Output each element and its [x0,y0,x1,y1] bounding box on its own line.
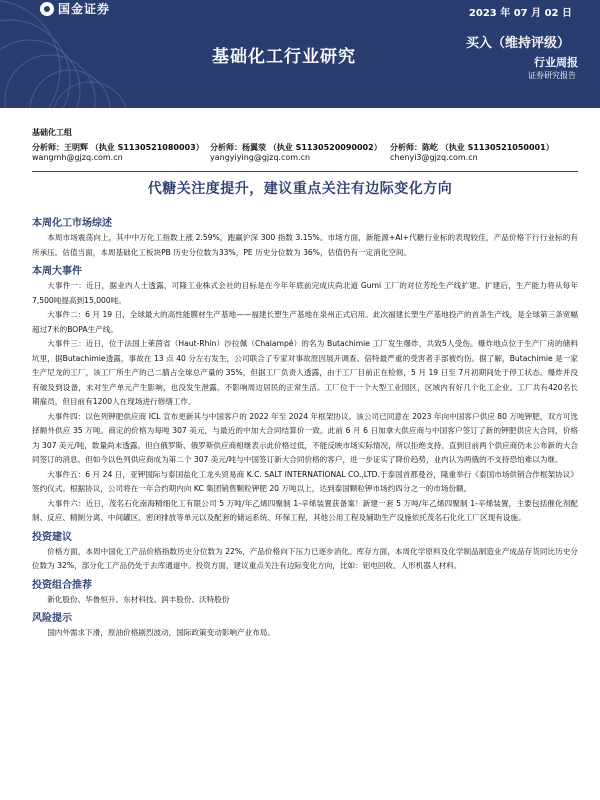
analyst-2-email[interactable]: yangyiying@gjzq.com.cn [210,153,311,162]
analyst-1: 分析师：王明辉 （执业 S1130521080003） [32,143,204,152]
rating-label: 买入（维持评级） [465,36,570,51]
event-paragraph: 大事件六：近日，茂名石化南海精细化工有限公司 5 万吨/年乙烯四聚制 1-辛烯装置获备案！新建一套 5 万吨/年乙烯四聚制 1-辛烯装置，主要包括催化剂配制、反应、精制分离、中间罐区、密闭排放等单元以及配套的储运系统、环保工程，其他公用工程及辅助生产设施依托茂名石化化工厂区现有设施。 [32,498,578,522]
analyst-3: 分析师：陈屹 （执业 S1130521050001） [390,143,554,152]
email-row [32,153,582,164]
analyst-3-email[interactable]: chenyi3@gjzq.com.cn [390,153,478,162]
section-title-market: 本周化工市场综述 [32,218,112,229]
report-type: 行业周报 [534,56,578,69]
risk-paragraph: 国内外需求下滑，原油价格剧烈波动，国际政策变动影响产业布局。 [47,628,275,637]
section-title-portfolio: 投资组合推荐 [32,579,92,591]
analyst-block [32,127,582,164]
header-divider [32,171,578,172]
market-paragraph: 本周市场震荡向上，其中中万化工指数上涨 2.59%，跑赢沪深 300 指数 3.15%。市场方面，新能源+AI+代糖行业标的表现较佳，产品价格下行行业标的有所承压。估值当面，本周基础化工板块PB 历史分位数为33%，PE 历史分位数为 36%，估值仍有一定消化空间。 [32,233,578,257]
analyst-group: 基础化工组 [32,128,72,137]
logo-icon [40,2,54,16]
event-paragraph: 大事件五：6 月 24 日，亚钾国际与泰国盐化工龙头贸易商 K.C. SALT INTERNATIONAL CO.,LTD.于泰国首都曼谷，隆重举行《泰国市场供销合作框架协议》签约仪式。根据协议，公司将在一年合约期内向 KC 集团销售颗粒钾肥 20 万吨以上，达到泰国颗粒钾市场约四分之一的市场份额。 [32,469,578,493]
event-paragraph: 大事件二：6 月 19 日，全球最大的高性能膜材生产基地——福建长塑生产基地在泉州正式启用。此次福建长塑生产基地投产的首条生产线，是全球第三条宽幅超过7米的BOPA生产线。 [32,310,578,334]
logo-text: 国金证券 [58,2,111,16]
report-subtitle: 证券研究报告 [528,71,576,80]
company-logo [40,0,110,17]
report-content [32,212,578,641]
analyst-row [32,142,582,153]
event-paragraph: 大事件四：以色列钾肥供应商 ICL 宣布更新其与中国客户的 2022 年至 2024 年框架协议。该公司已同意在 2023 年向中国客户供应 80 万吨钾肥，双方可选择额外供应 35 万吨。商定的价格为每吨 307 美元，与最近的中加大合同结算价一致。此前 6 月 6 日加拿大供应商与中国客户签订了新的钾肥供应大合同，价格为 307 美元/吨，数量尚未透露。但白俄罗斯、俄罗斯供应商相继表示此价格过低，不能反映市场实际情况，所以拒绝支持。直到目前两个供应商仍未公布新的大合同签订的消息。但如今以色列供应商成为第二个 307 美元/吨与中国签订新大合同价格的客户，进一步证实了降价趋势，业内认为两俄的不支持恐怕难以为继。 [32,411,578,464]
section-title-risk: 风险提示 [32,613,72,624]
section-title-advice: 投资建议 [32,531,72,543]
portfolio-paragraph: 新化股份、华鲁恒升、东材科技、润丰股份、沃特股份 [47,594,230,604]
report-banner [0,0,600,108]
report-headline: 代糖关注度提升，建议重点关注有边际变化方向 [147,181,453,197]
section-title-events: 本周大事件 [32,266,82,277]
report-date: 2023 年 07 月 02 日 [468,8,572,19]
event-paragraph: 大事件一：近日，据业内人士透露，可隆工业株式会社的目标是在今年年底前完成庆尚北道 Gumi 工厂的对位芳纶生产线扩建。扩建后，生产能力将从每年7,500吨提高到15,000吨。 [32,281,578,305]
report-title: 基础化工行业研究 [212,47,356,67]
analyst-1-email[interactable]: wangmh@gjzq.com.cn [32,153,123,162]
analyst-2: 分析师：杨翼荥 （执业 S1130520090002） [210,143,382,152]
event-paragraph: 大事件三：近日，位于法国上莱茵省（Haut-Rhin）沙拉佩（Chalampé）的名为 Butachimie 工厂发生爆炸，共致5人受伤。爆炸地点位于生产厂房的储料坑里，据Butachimie透露，事故在 13 点 40 分左右发生，公司联合了专家对事故原因展开调查。倍特最严重的受害者手部被灼伤。据了解，Butachimie 是一家生产尼龙的工厂，该工厂所生产的己二腈占全球总产量的 35%，但据工厂负责人透露，由于工厂目前正在检修，5 月 19 日至 7月初期间处于停工状态。爆炸并没有破及到设备，未对生产单元产生影响，也没发生泄露。不影响周边居民的正常生活。工厂位于一个大型工业园区，区域内有好几个化工企业。工厂共有420名长期雇员，但目前有1200人在现场进行修缮工作。 [32,339,578,406]
advice-paragraph: 价格方面，本周中国化工产品价格指数历史分位数为 22%，产品价格向下压力已逐步消化。库存方面，本周化学原料及化学制品制造业产成品存货同比历史分位数为 32%，部分化工产品仍处于去库通道中。投资方面，建议重点关注有边际变化方向，比如：铝电回收、人形机器人材料。 [32,546,578,570]
